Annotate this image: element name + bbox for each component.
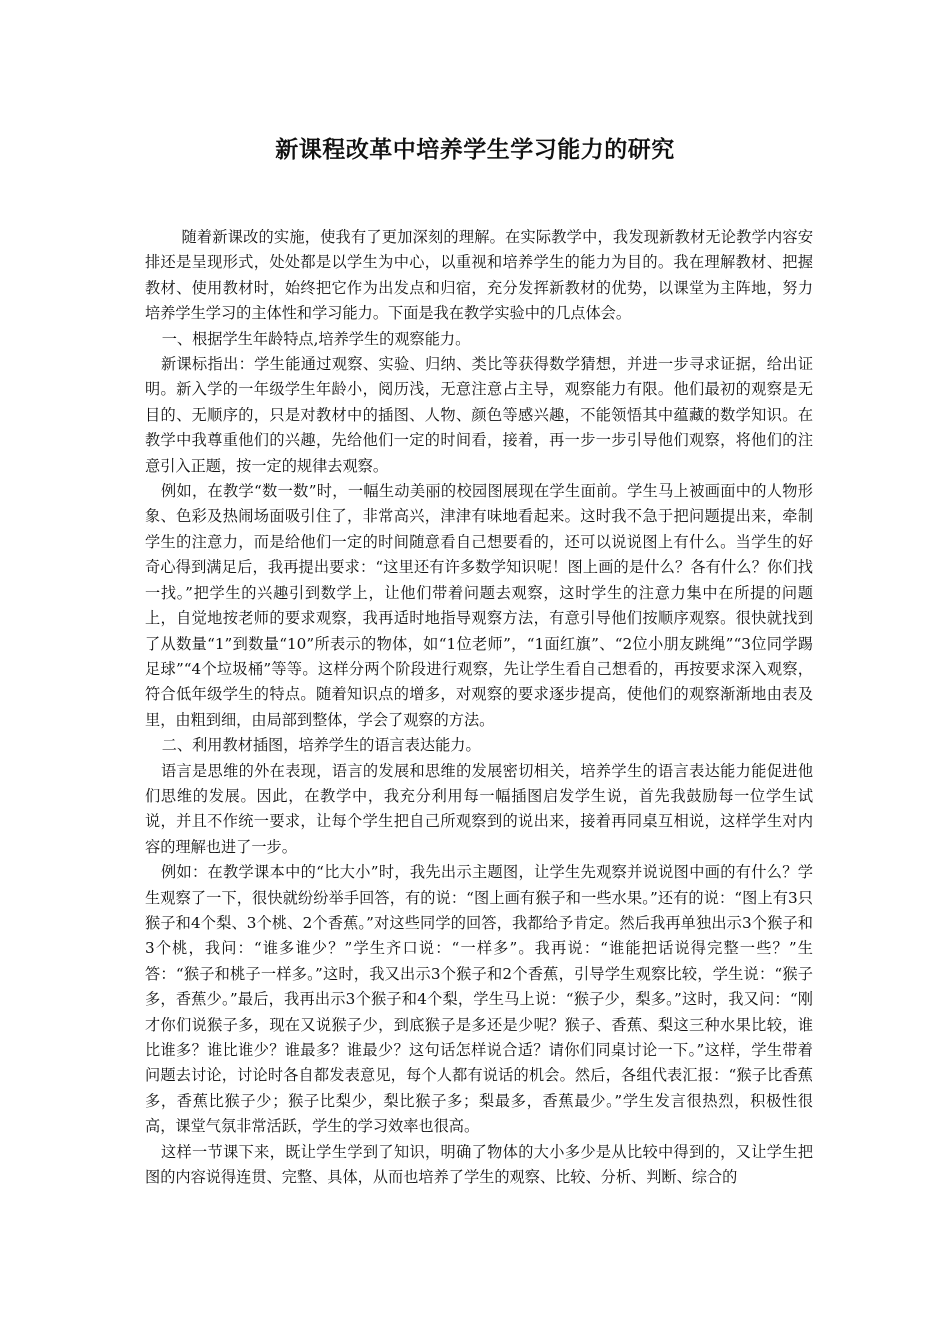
paragraph-language-expression: 语言是思维的外在表现，语言的发展和思维的发展密切相关，培养学生的语言表达能力能促进他们思维的发展。因此，在教学中，我充分利用每一幅插图启发学生说，首先我鼓励每一位学生试说，并且不作统一要求，让每个学生把自己所观察到的说出来，接着再同桌互相说，这样学生对内容的理解也进了一步。	[145, 761, 813, 856]
document-title: 新课程改革中培养学生学习能力的研究	[275, 136, 675, 163]
section-heading-2: 二、利用教材插图，培养学生的语言表达能力。	[161, 736, 481, 755]
paragraph-language-example: 例如：在教学课本中的“比大小”时，我先出示主题图，让学生先观察并说说图中画的有什么？学生观察了一下，很快就纷纷举手回答，有的说：“图上画有猴子和一些水果。”还有的说：“图上有3只猴子和4个梨、3个桃、2个香蕉。”对这些同学的回答，我都给予肯定。然后我再单独出示3个猴子和3个桃，我问：“谁多谁少？”学生齐口说：“一样多”。我再说：“谁能把话说得完整一些？”生答：“猴子和桃子一样多。”这时，我又出示3个猴子和2个香蕉，引导学生观察比较，学生说：“猴子多，香蕉少。”最后，我再出示3个猴子和4个梨，学生马上说：“猴子少，梨多。”这时，我又问：“刚才你们说猴子多，现在又说猴子少，到底猴子是多还是少呢？猴子、香蕉、梨这三种水果比较，谁比谁多？谁比谁少？谁最多？谁最少？这句话怎样说合适？请你们同桌讨论一下。”这样，学生带着问题去讨论，讨论时各自都发表意见，每个人都有说话的机会。然后，各组代表汇报：“猴子比香蕉多，香蕉比猴子少；猴子比梨少，梨比猴子多；梨最多，香蕉最少。”学生发言很热烈，积极性很高，课堂气氛非常活跃，学生的学习效率也很高。	[145, 863, 813, 1136]
paragraph-lesson-summary: 这样一节课下来，既让学生学到了知识，明确了物体的大小多少是从比较中得到的，又让学生把图的内容说得连贯、完整、具体，从而也培养了学生的观察、比较、分析、判断、综合的	[145, 1142, 813, 1187]
document-body	[145, 225, 813, 1190]
intro-paragraph: 随着新课改的实施，使我有了更加深刻的理解。在实际教学中，我发现新教材无论教学内容安排还是呈现形式，处处都是以学生为中心，以重视和培养学生的能力为目的。我在理解教材、把握教材、使用教材时，始终把它作为出发点和归宿，充分发挥新教材的优势，以课堂为主阵地，努力培养学生学习的主体性和学习能力。下面是我在教学实验中的几点体会。	[145, 228, 813, 323]
paragraph-observation-example: 例如，在教学“数一数”时，一幅生动美丽的校园图展现在学生面前。学生马上被画面中的人物形象、色彩及热闹场面吸引住了，非常高兴，津津有味地看起来。这时我不急于把问题提出来，牵制学生的注意力，而是给他们一定的时间随意看自己想要看的，还可以说说图上有什么。当学生的好奇心得到满足后，我再提出要求：“这里还有许多数学知识呢！图上画的是什么？各有什么？你们找一找。”把学生的兴趣引到数学上，让他们带着问题去观察，这时学生的注意力集中在所提的问题上，自觉地按老师的要求观察，我再适时地指导观察方法，有意引导他们按顺序观察。很快就找到了从数量“1”到数量“10”所表示的物体，如“1位老师”，“1面红旗”、“2位小朋友跳绳”“3位同学踢足球”“4个垃圾桶”等等。这样分两个阶段进行观察，先让学生看自己想看的，再按要求深入观察，符合低年级学生的特点。随着知识点的增多，对观察的要求逐步提高，使他们的观察渐渐地由表及里，由粗到细，由局部到整体，学会了观察的方法。	[145, 482, 813, 729]
paragraph-observation-standard: 新课标指出：学生能通过观察、实验、归纳、类比等获得数学猜想，并进一步寻求证据，给出证明。新入学的一年级学生年龄小，阅历浅，无意注意占主导，观察能力有限。他们最初的观察是无目的、无顺序的，只是对教材中的插图、人物、颜色等感兴趣，不能领悟其中蕴藏的数学知识。在教学中我尊重他们的兴趣，先给他们一定的时间看，接着，再一步一步引导他们观察，将他们的注意引入正题，按一定的规律去观察。	[145, 355, 813, 475]
section-heading-1: 一、根据学生年龄特点,培养学生的观察能力。	[161, 329, 471, 348]
